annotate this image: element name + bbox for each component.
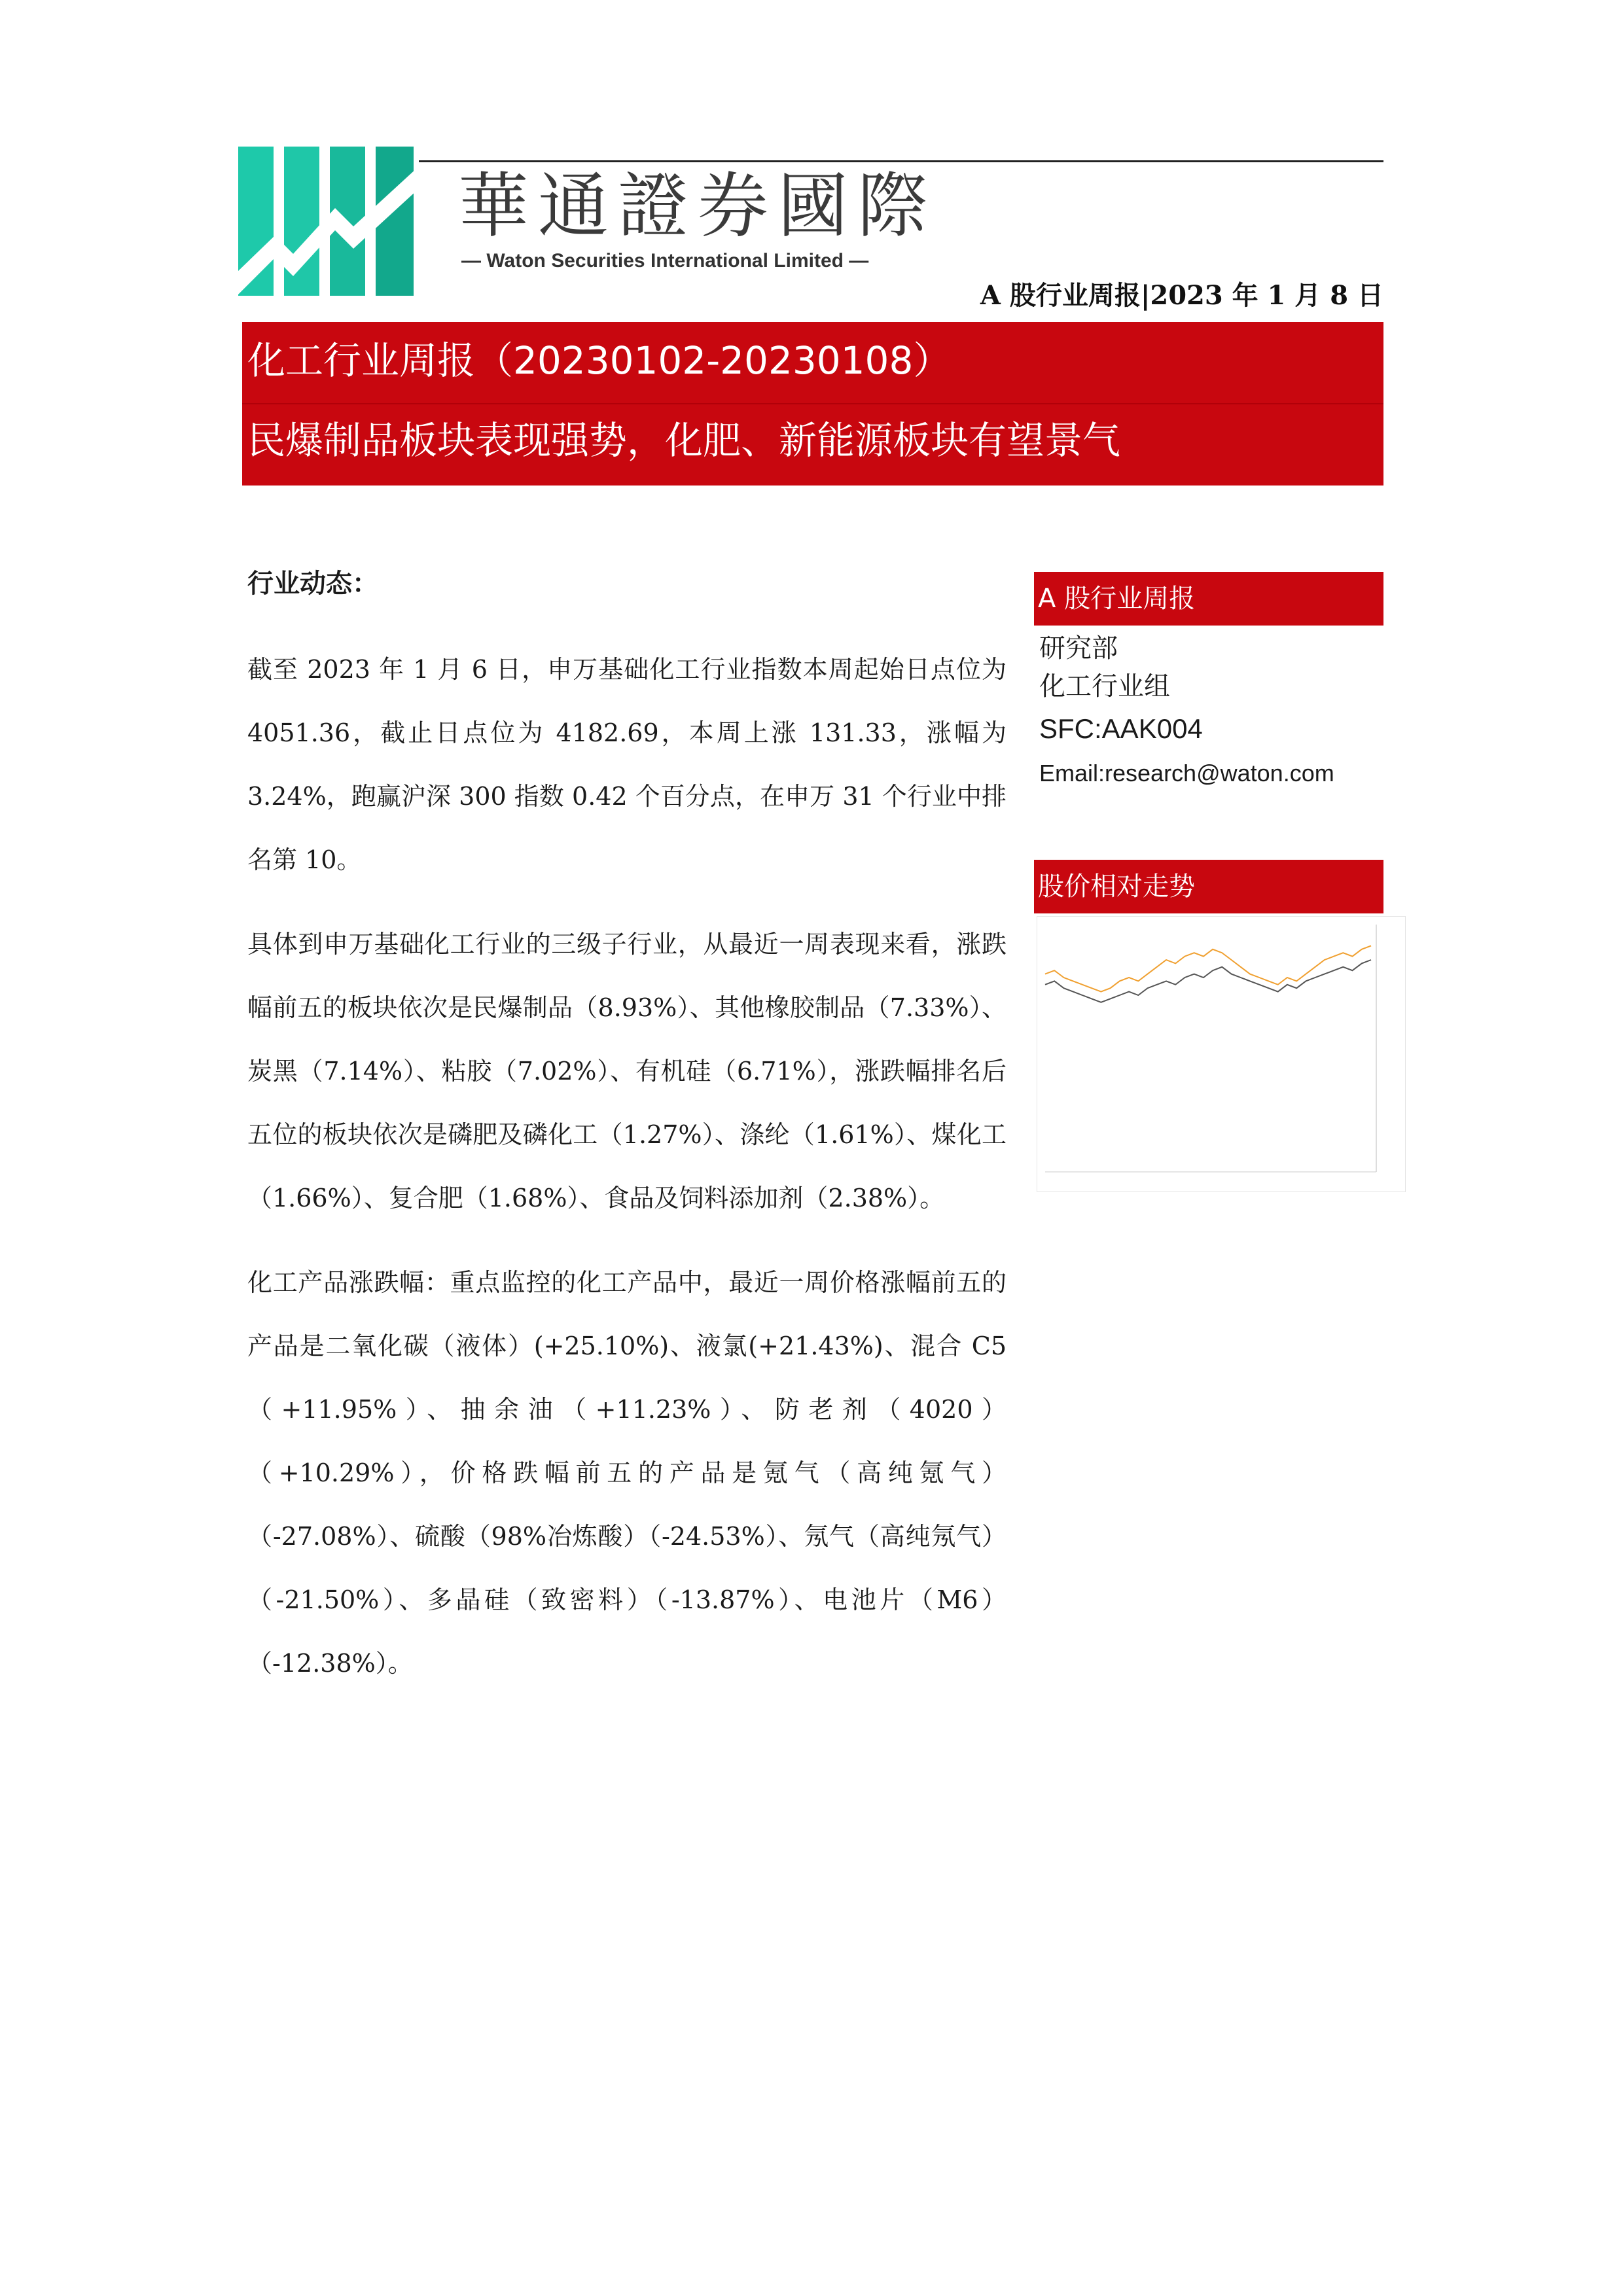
report-title: 化工行业周报（20230102-20230108） [247, 338, 952, 383]
paragraph-product-prices: 化工产品涨跌幅：重点监控的化工产品中，最近一周价格涨幅前五的产品是二氧化碳（液体）(+25.10%)、液氯(+21.43%)、混合 C5（+11.95%）、抽余油（+11.23%）、防老剂（4020）（+10.29%），价格跌幅前五的产品是氪气（高纯氪气）（-27.08%）、硫酸（98%冶炼酸）（-24.53%）、氖气（高纯氖气）（-21.50%）、多晶硅（致密料）（-13.87%）、电池片（M6）（-12.38%）。 [247, 1268, 1007, 1678]
sidebar-header-report-type: A 股行业周报 [1034, 572, 1383, 626]
section-heading: 行业动态： [247, 569, 378, 599]
report-subtitle: 民爆制品板块表现强势，化肥、新能源板块有望景气 [247, 418, 1121, 463]
paragraph-index-summary: 截至 2023 年 1 月 6 日，申万基础化工行业指数本周起始日点位为 4051.36，截止日点位为 4182.69，本周上涨 131.33，涨幅为 3.24%，跑赢沪深 300 指数 0.42 个百分点，在申万 31 个行业中排名第 10。 [247, 655, 1007, 874]
title-banner [242, 322, 1383, 486]
series-line-1 [1045, 945, 1371, 991]
main-content [247, 563, 1007, 1716]
contact-email[interactable]: Email:research@waton.com [1039, 760, 1334, 786]
banner-divider [242, 403, 1383, 404]
analyst-info [1039, 629, 1334, 794]
relative-price-chart [1037, 916, 1406, 1192]
department-label: 研究部 [1039, 633, 1118, 663]
series-line-0 [1045, 960, 1371, 1002]
brand-name-cn: 華通證券國際 [458, 166, 938, 247]
paragraph-subsector-performance: 具体到申万基础化工行业的三级子行业，从最近一周表现来看，涨跌幅前五的板块依次是民爆制品（8.93%）、其他橡胶制品（7.33%）、炭黑（7.14%）、粘胶（7.02%）、有机硅（6.71%），涨跌幅排名后五位的板块依次是磷肥及磷化工（1.27%）、涤纶（1.61%）、煤化工（1.66%）、复合肥（1.68%）、食品及饲料添加剂（2.38%）。 [247, 930, 1007, 1212]
sidebar-header-chart: 股价相对走势 [1034, 860, 1383, 913]
company-logo [237, 144, 418, 298]
brand-name-en: — Waton Securities International Limited — [461, 250, 869, 272]
header-rule [419, 160, 1383, 162]
chart-svg [1037, 917, 1405, 1192]
sfc-number: SFC:AAK004 [1039, 713, 1203, 744]
group-label: 化工行业组 [1039, 671, 1170, 701]
report-type-date: A 股行业周报|2023 年 1 月 8 日 [980, 280, 1383, 311]
